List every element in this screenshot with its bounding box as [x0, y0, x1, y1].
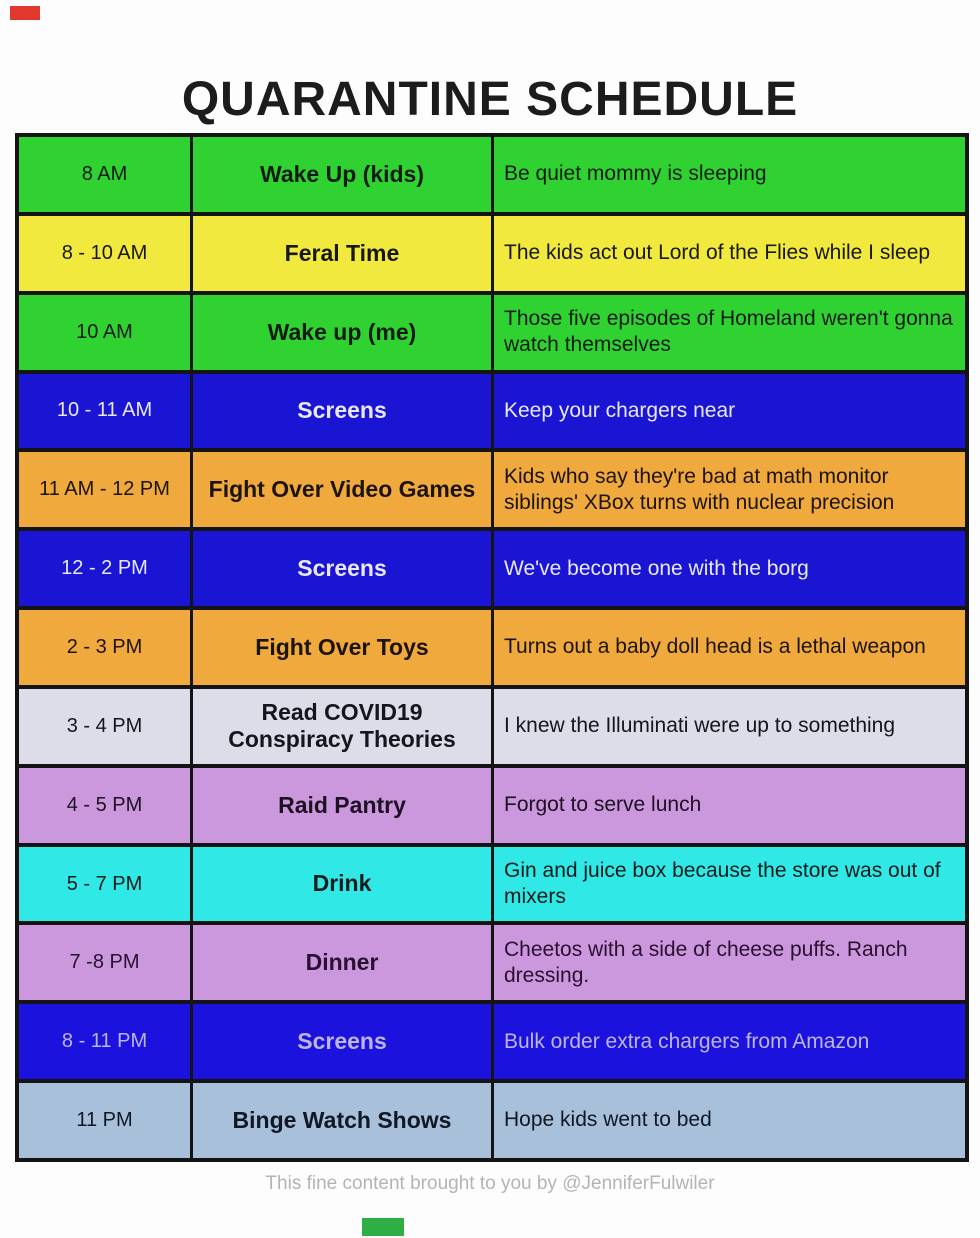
table-row [19, 610, 965, 689]
table-row [19, 216, 965, 295]
cell-description: Hope kids went to bed [504, 1108, 712, 1132]
cell-time: 3 - 4 PM [19, 689, 193, 764]
table-row [19, 452, 965, 531]
cell-time: 10 AM [19, 295, 193, 370]
cell-description: Keep your chargers near [504, 398, 736, 422]
page-title: QUARANTINE SCHEDULE [181, 73, 799, 126]
cell-time: 8 - 10 AM [19, 216, 193, 291]
cell-description: Bulk order extra chargers from Amazon [504, 1029, 870, 1053]
cell-activity: Fight Over Toys [193, 610, 494, 685]
cell-description: The kids act out Lord of the Flies while I sleep [504, 241, 931, 265]
cell-activity: Read COVID19 Conspiracy Theories [193, 689, 494, 764]
cell-activity: Screens [193, 1004, 494, 1079]
cell-description: Kids who say they're bad at math monitor siblings' XBox turns with nuclear precision [504, 464, 895, 514]
cell-activity: Wake up (me) [193, 295, 494, 370]
cell-time: 2 - 3 PM [19, 610, 193, 685]
cell-description: I knew the Illuminati were up to something [504, 714, 896, 738]
cell-description: Those five episodes of Homeland weren't gonna watch themselves [504, 306, 953, 357]
table-row [19, 768, 965, 847]
cell-activity: Screens [193, 374, 494, 449]
cell-time: 8 AM [19, 137, 193, 212]
cell-activity: Raid Pantry [193, 768, 494, 843]
green-marker [362, 1218, 404, 1236]
cell-description: Cheetos with a side of cheese puffs. Ranch dressing. [504, 937, 908, 987]
cell-description: Be quiet mommy is sleeping [504, 162, 767, 186]
cell-activity: Dinner [193, 925, 494, 1000]
cell-time: 8 - 11 PM [19, 1004, 193, 1079]
cell-time: 10 - 11 AM [19, 374, 193, 449]
table-row [19, 295, 965, 374]
table-row [19, 1083, 965, 1158]
cell-description: We've become one with the borg [504, 556, 809, 580]
cell-time: 5 - 7 PM [19, 847, 193, 922]
cell-time: 7 -8 PM [19, 925, 193, 1000]
table-row [19, 847, 965, 926]
cell-description: Gin and juice box because the store was out of mixers [504, 858, 941, 909]
cell-activity: Feral Time [193, 216, 494, 291]
cell-activity: Fight Over Video Games [193, 452, 494, 527]
cell-activity: Binge Watch Shows [193, 1083, 494, 1158]
cell-time: 4 - 5 PM [19, 768, 193, 843]
table-row [19, 1004, 965, 1083]
credit-line: This fine content brought to you by @JenniferFulwiler [265, 1173, 715, 1194]
table-row [19, 374, 965, 453]
table-row [19, 689, 965, 768]
table-row [19, 137, 965, 216]
cell-time: 11 PM [19, 1083, 193, 1158]
schedule-table [15, 133, 969, 1162]
cell-activity: Screens [193, 531, 494, 606]
cell-time: 12 - 2 PM [19, 531, 193, 606]
cell-activity: Drink [193, 847, 494, 922]
cell-description: Turns out a baby doll head is a lethal weapon [504, 635, 926, 659]
table-row [19, 925, 965, 1004]
cell-time: 11 AM - 12 PM [19, 452, 193, 527]
cell-activity: Wake Up (kids) [193, 137, 494, 212]
cell-description: Forgot to serve lunch [504, 793, 702, 817]
red-marker [10, 6, 40, 20]
table-row [19, 531, 965, 610]
